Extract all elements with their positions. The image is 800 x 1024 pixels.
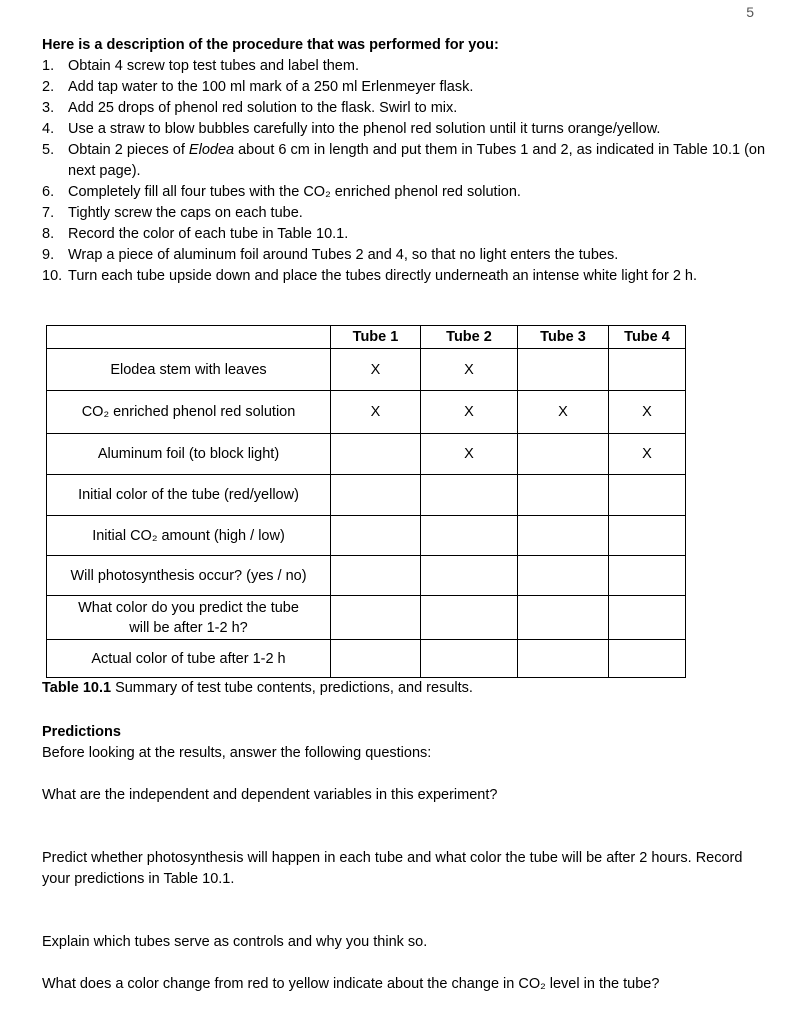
step-number: 10. bbox=[42, 268, 63, 284]
step-text: Completely fill all four tubes with the CO₂ enriched phenol red solution. bbox=[68, 184, 521, 200]
step-text: Use a straw to blow bubbles carefully into the phenol red solution until it turns orange/yellow. bbox=[68, 121, 661, 137]
table-cell[interactable] bbox=[518, 516, 609, 556]
table-row bbox=[47, 516, 686, 556]
table-cell[interactable] bbox=[421, 475, 518, 516]
step-text: Record the color of each tube in Table 10.1. bbox=[68, 226, 349, 242]
table-cell[interactable]: X bbox=[331, 349, 421, 391]
step-1 bbox=[42, 56, 772, 77]
table-cell[interactable] bbox=[518, 349, 609, 391]
table-cell[interactable] bbox=[518, 556, 609, 596]
table-cell[interactable] bbox=[518, 596, 609, 640]
step-number: 4. bbox=[42, 121, 55, 137]
elodea-italic: Elodea bbox=[188, 142, 235, 158]
table-cell[interactable]: X bbox=[421, 434, 518, 475]
procedure-steps bbox=[42, 56, 772, 287]
step-5 bbox=[42, 140, 772, 182]
caption-label: Table 10.1 bbox=[42, 680, 112, 696]
question-variables: What are the independent and dependent variables in this experiment? bbox=[42, 787, 498, 803]
predictions-intro: Before looking at the results, answer the following questions: bbox=[42, 745, 432, 761]
step-number: 8. bbox=[42, 226, 55, 242]
table-header-row bbox=[47, 326, 686, 349]
table-cell[interactable] bbox=[518, 640, 609, 678]
step-number: 5. bbox=[42, 142, 55, 158]
table-cell[interactable]: X bbox=[609, 391, 686, 434]
step-number: 3. bbox=[42, 100, 55, 116]
table-cell[interactable] bbox=[609, 556, 686, 596]
table-cell[interactable] bbox=[609, 475, 686, 516]
step-6 bbox=[42, 182, 772, 203]
header-tube-3: Tube 3 bbox=[518, 326, 609, 349]
step-text bbox=[68, 140, 772, 182]
table-cell[interactable] bbox=[331, 475, 421, 516]
header-tube-4: Tube 4 bbox=[609, 326, 686, 349]
table-cell[interactable] bbox=[331, 556, 421, 596]
table-cell[interactable]: X bbox=[331, 391, 421, 434]
step-text: Add tap water to the 100 ml mark of a 250 ml Erlenmeyer flask. bbox=[68, 79, 474, 95]
step-number: 2. bbox=[42, 79, 55, 95]
step-2 bbox=[42, 77, 772, 98]
row-label: Initial CO₂ amount (high / low) bbox=[47, 516, 331, 556]
table-cell[interactable] bbox=[421, 596, 518, 640]
step-7 bbox=[42, 203, 772, 224]
step-8 bbox=[42, 224, 772, 245]
table-cell[interactable] bbox=[331, 596, 421, 640]
table-cell[interactable]: X bbox=[421, 349, 518, 391]
table-row bbox=[47, 434, 686, 475]
step-text: Obtain 4 screw top test tubes and label them. bbox=[68, 58, 359, 74]
table-cell[interactable] bbox=[421, 640, 518, 678]
table-cell[interactable] bbox=[331, 516, 421, 556]
table-cell[interactable]: X bbox=[421, 391, 518, 434]
step-4 bbox=[42, 119, 772, 140]
table-row bbox=[47, 640, 686, 678]
table-row bbox=[47, 349, 686, 391]
step-number: 7. bbox=[42, 205, 55, 221]
question-controls: Explain which tubes serve as controls and why you think so. bbox=[42, 934, 428, 950]
table-cell[interactable] bbox=[609, 516, 686, 556]
table-cell[interactable] bbox=[331, 640, 421, 678]
table-cell[interactable] bbox=[421, 556, 518, 596]
table-cell[interactable]: X bbox=[609, 434, 686, 475]
header-tube-2: Tube 2 bbox=[421, 326, 518, 349]
row-label: Aluminum foil (to block light) bbox=[47, 434, 331, 475]
step-3 bbox=[42, 98, 772, 119]
procedure-section bbox=[42, 35, 772, 287]
step-text: Add 25 drops of phenol red solution to the flask. Swirl to mix. bbox=[68, 100, 458, 116]
step-text: Turn each tube upside down and place the tubes directly underneath an intense white light for 2 h. bbox=[68, 268, 698, 284]
table-cell[interactable] bbox=[609, 640, 686, 678]
table-cell[interactable] bbox=[518, 434, 609, 475]
step-10 bbox=[42, 266, 772, 287]
table-cell[interactable] bbox=[331, 434, 421, 475]
row-label: Initial color of the tube (red/yellow) bbox=[47, 475, 331, 516]
step-9 bbox=[42, 245, 772, 266]
step-text: Tightly screw the caps on each tube. bbox=[68, 205, 303, 221]
row-label: CO₂ enriched phenol red solution bbox=[47, 391, 331, 434]
question-predict: Predict whether photosynthesis will happen in each tube and what color the tube will be after 2 hours. Record your predictions in Table 10.1. bbox=[42, 850, 743, 887]
question-color-change: What does a color change from red to yellow indicate about the change in CO₂ level in the tube? bbox=[42, 976, 660, 992]
step-text-part: about 6 cm in length and put them in Tubes 1 and 2, as indicated in Table 10.1 (on next page). bbox=[68, 142, 766, 179]
page-number: 5 bbox=[746, 4, 754, 20]
row-label: What color do you predict the tube will be after 1-2 h? bbox=[47, 596, 331, 640]
results-table bbox=[46, 325, 686, 678]
row-label: Actual color of tube after 1-2 h bbox=[47, 640, 331, 678]
step-number: 9. bbox=[42, 247, 55, 263]
row-label: Will photosynthesis occur? (yes / no) bbox=[47, 556, 331, 596]
step-text: Wrap a piece of aluminum foil around Tubes 2 and 4, so that no light enters the tubes. bbox=[68, 247, 619, 263]
header-tube-1: Tube 1 bbox=[331, 326, 421, 349]
procedure-heading: Here is a description of the procedure that was performed for you: bbox=[42, 37, 499, 53]
table-cell[interactable] bbox=[609, 596, 686, 640]
table-cell[interactable] bbox=[609, 349, 686, 391]
step-number: 1. bbox=[42, 58, 55, 74]
table-cell[interactable] bbox=[518, 475, 609, 516]
step-text-part: Obtain 2 pieces of bbox=[68, 142, 189, 158]
header-blank bbox=[47, 326, 331, 349]
table-row bbox=[47, 475, 686, 516]
table-row bbox=[47, 391, 686, 434]
table-cell[interactable]: X bbox=[518, 391, 609, 434]
step-number: 6. bbox=[42, 184, 55, 200]
predictions-heading: Predictions bbox=[42, 724, 121, 740]
caption-text: Summary of test tube contents, predictions, and results. bbox=[111, 680, 473, 696]
table-caption bbox=[42, 680, 772, 696]
table-row bbox=[47, 556, 686, 596]
table-cell[interactable] bbox=[421, 516, 518, 556]
table-row bbox=[47, 596, 686, 640]
row-label: Elodea stem with leaves bbox=[47, 349, 331, 391]
